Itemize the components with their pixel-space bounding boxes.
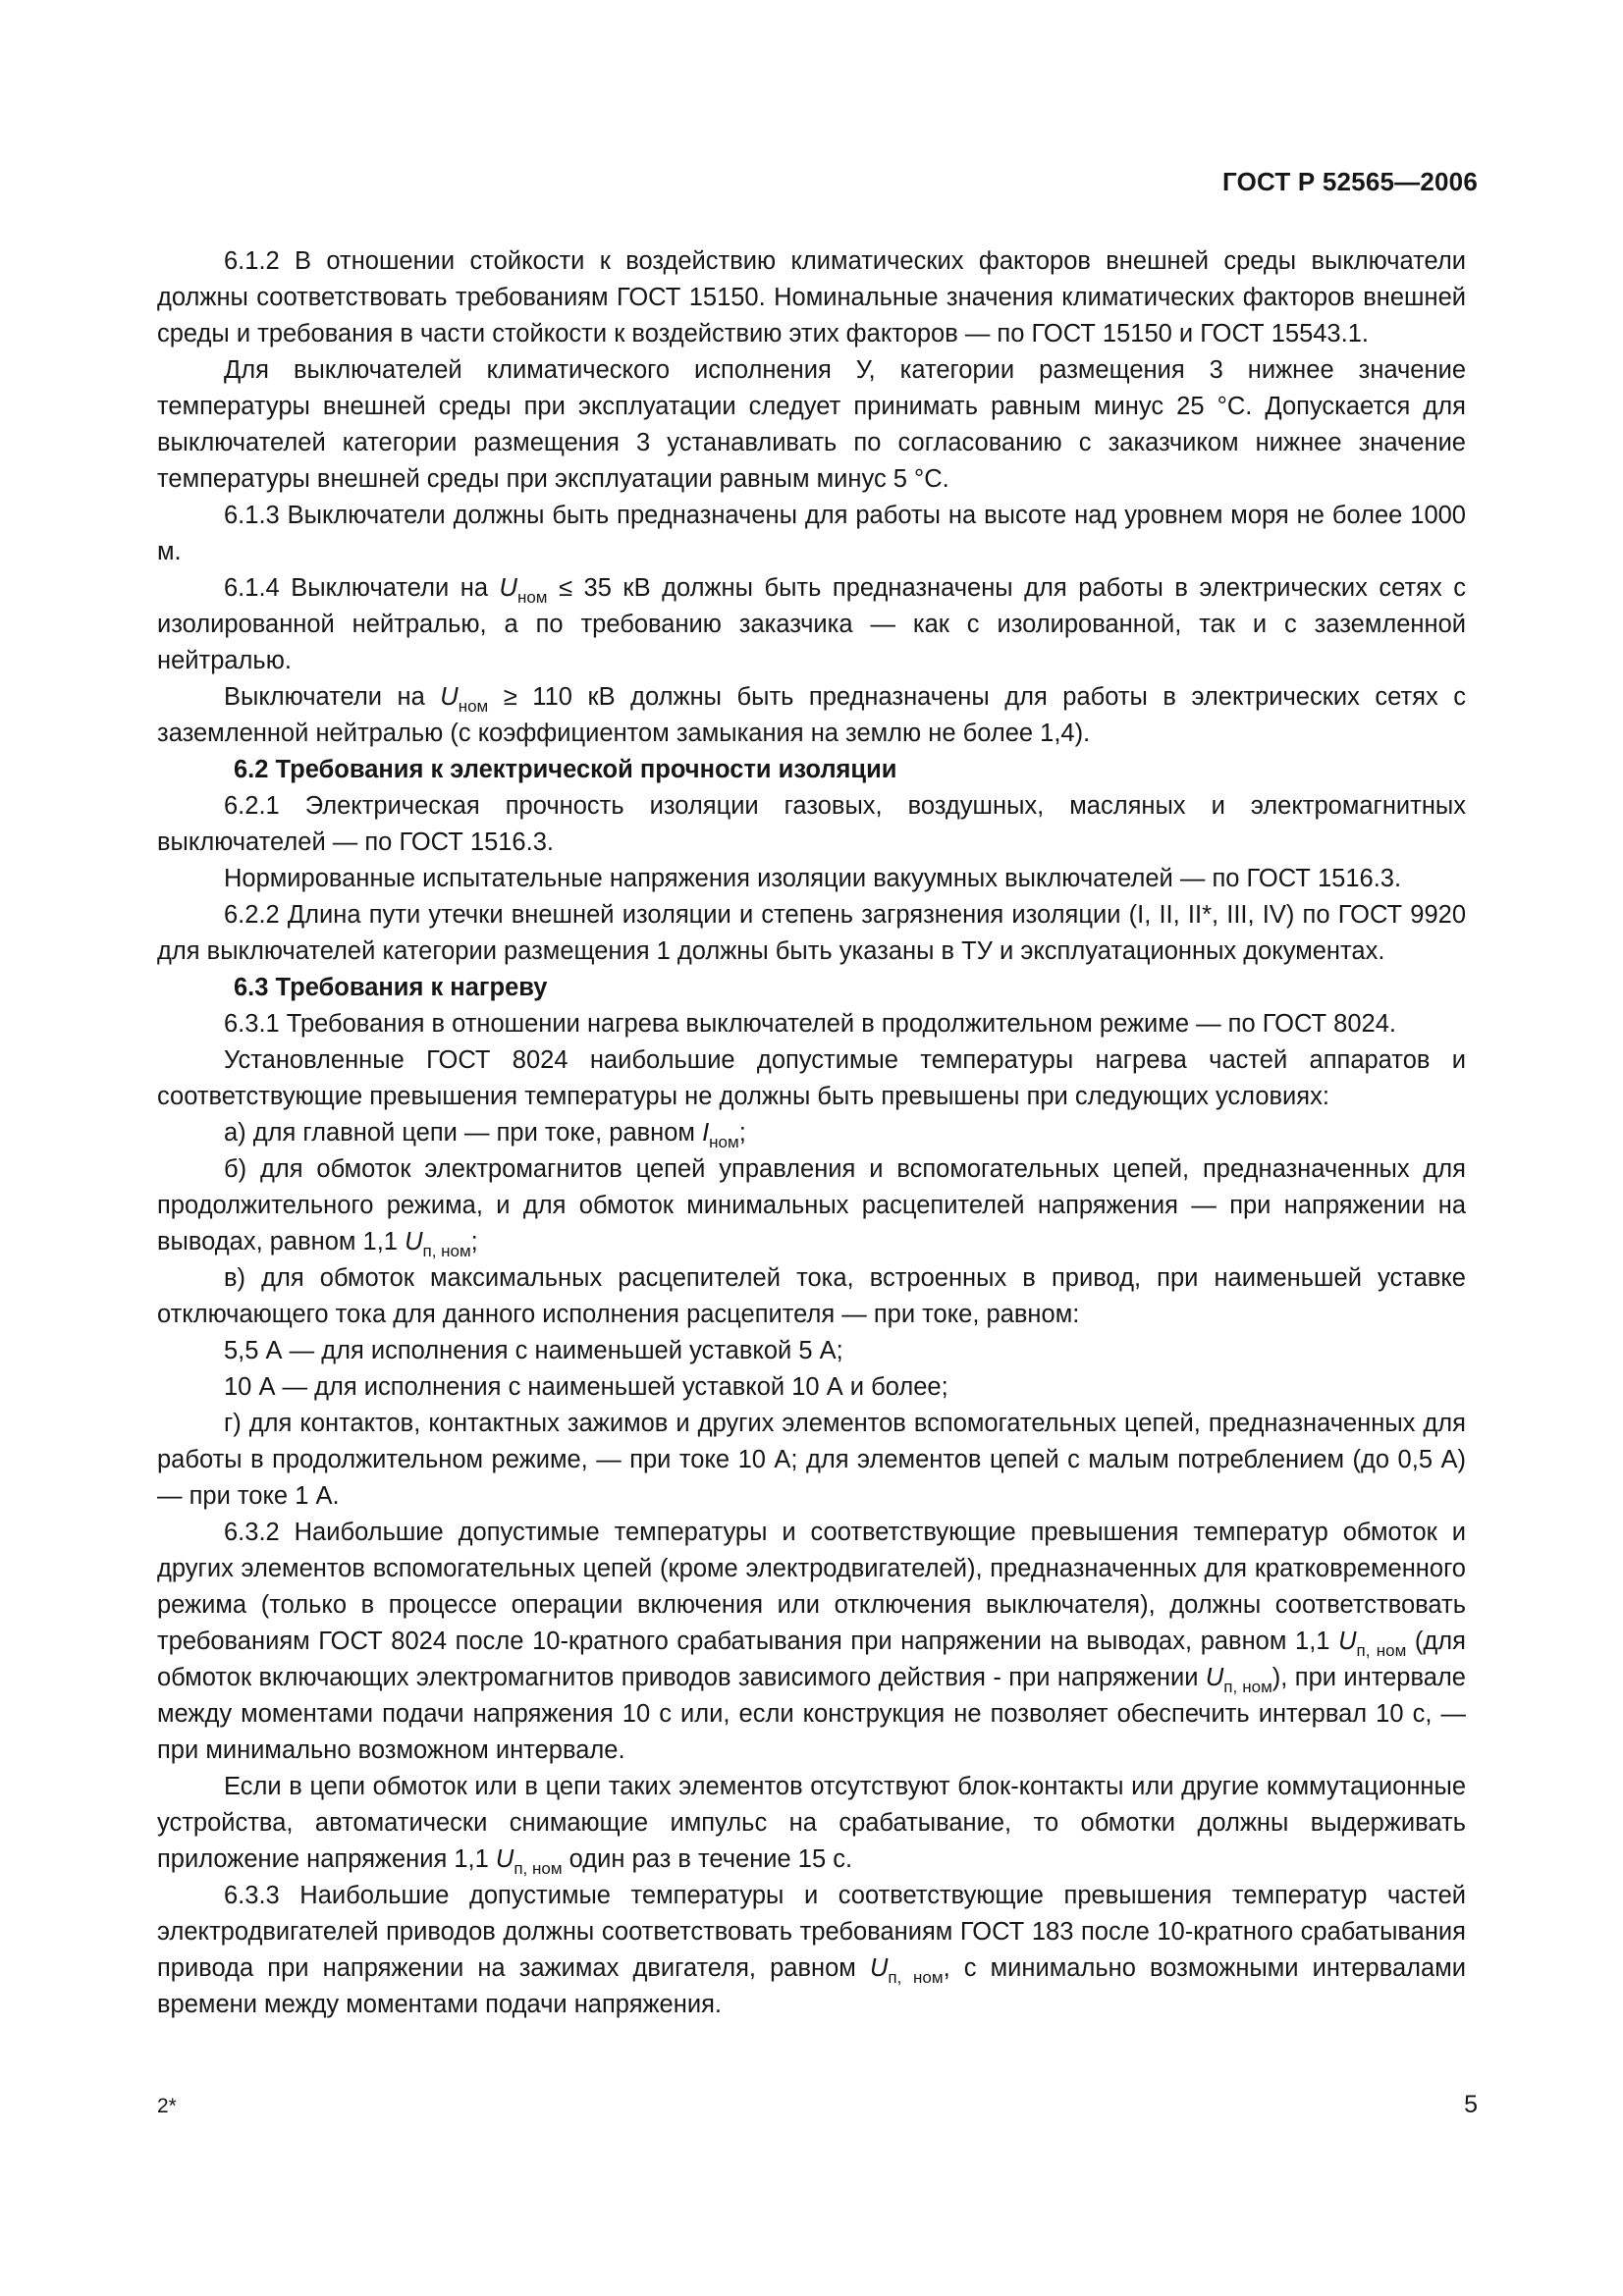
voltage-symbol: U [869, 1954, 889, 1982]
paragraph-vacuum: Нормированные испытательные напряжения изоляции вакуумных выключателей — по ГОСТ 1516.3. [224, 865, 1402, 892]
paragraph-block-contacts: Если в цепи обмоток или в цепи таких элементов отсутствуют блок-контакты или другие коммутационные устройства, автоматически снимающие импульс на срабатывание, то обмотки должны выдерживать приложение напряжения 1,1 $U_{п, ном}$ один раз в течение 15 с. [157, 1773, 1466, 1878]
voltage-symbol: U [495, 1845, 514, 1873]
voltage-symbol: U [440, 683, 459, 711]
voltage-symbol: U [499, 574, 517, 602]
paragraph-6-3-2: 6.3.2 Наибольшие допустимые температуры и соответствующие превышения температур обмоток и других элементов вспомогательных цепей (кроме электродвигателей), предназначенных для кратковременного режима (только в процессе операции включения или отключения выключателя), должны соответствовать требованиям ГОСТ 8024 после 10-кратного срабатывания при напряжении на выводах, равном 1,1 $U_{п, ном}$ (для обмоток включающих электромагнитов приводов зависимого действия - при напряжении $U_{п, ном}$), при интервале между моментами подачи напряжения 10 с или, если конструкция не позволяет обеспечить интервал 10 с, — при минимально возможном интервале. [157, 1519, 1466, 1764]
current-subscript: ном [709, 1133, 739, 1151]
list-item-v: в) для обмоток максимальных расцепителей тока, встроенных в привод, при наименьшей уставке отключающего тока для данного исполнения расцепителя — при токе, равном: [157, 1264, 1466, 1328]
sheet-mark: 2* [157, 2095, 177, 2117]
list-item-g: г) для контактов, контактных зажимов и других элементов вспомогательных цепей, предназначенных для работы в продолжительном режиме, — при токе 10 А; для элементов цепей с малым потреблением (до 0,5 А) — при токе 1 А. [157, 1410, 1466, 1510]
voltage-subscript: п, ном [1223, 1678, 1272, 1696]
voltage-symbol: U [405, 1228, 423, 1255]
paragraph-6-1-2: 6.1.2 В отношении стойкости к воздействию климатических факторов внешней среды выключатели должны соответствовать требованиям ГОСТ 15150. Номинальные значения климатических факторов внешней среды и требования в части стойкости к воздействию этих факторов — по ГОСТ 15150 и ГОСТ 15543.1. [157, 247, 1466, 347]
paragraph-6-1-3: 6.1.3 Выключатели должны быть предназначены для работы на высоте над уровнем моря не более 1000 м. [157, 502, 1466, 565]
voltage-subscript: п, ном [514, 1859, 563, 1878]
section-heading-6-3: 6.3 Требования к нагреву [234, 974, 548, 1001]
list-subitem-10a: 10 А — для исполнения с наименьшей уставкой 10 А и более; [224, 1373, 948, 1401]
paragraph-6-3-3: 6.3.3 Наибольшие допустимые температуры и соответствующие превышения температур частей электродвигателей приводов должны соответствовать требованиям ГОСТ 183 после 10-кратного срабатывания привода при напряжении на зажимах двигателя, равном $U_{п, ном}$, с минимально возможными интервалами времени между моментами подачи напряжения. [157, 1882, 1466, 2018]
voltage-symbol: U [1338, 1628, 1357, 1655]
voltage-subscript: ном [516, 588, 548, 607]
voltage-subscript: п, ном [888, 1968, 944, 1987]
paragraph-6-2-2: 6.2.2 Длина пути утечки внешней изоляции и степень загрязнения изоляции (I, II, II*, III, IV) по ГОСТ 9920 для выключателей категории размещения 1 должны быть указаны в ТУ и эксплуатационных документах. [157, 901, 1466, 965]
voltage-symbol: U [1205, 1664, 1224, 1691]
paragraph-6-1-4: 6.1.4 Выключатели на $U_{ном} \le 35$ кВ должны быть предназначены для работы в электрических сетях с изолированной нейтралью, а по требованию заказчика — как с изолированной, так и с заземленной нейтралью. [157, 574, 1466, 674]
voltage-subscript: п, ном [1356, 1641, 1407, 1660]
paragraph-6-3-1: 6.3.1 Требования в отношении нагрева выключателей в продолжительном режиме — по ГОСТ 8024. [224, 1010, 1396, 1038]
paragraph-6-2-1: 6.2.1 Электрическая прочность изоляции газовых, воздушных, масляных и электромагнитных выключателей — по ГОСТ 1516.3. [157, 792, 1466, 856]
list-item-a: а) для главной цепи — при токе, равном $I_{ном}$; [224, 1119, 746, 1151]
paragraph-climate-temp: Для выключателей климатического исполнения У, категории размещения 3 нижнее значение температуры внешней среды при эксплуатации следует принимать равным минус 25 °С. Допускается для выключателей категории размещения 3 устанавливать по согласованию с заказчиком нижнее значение температуры внешней среды при эксплуатации равным минус 5 °С. [157, 356, 1466, 493]
document-code: ГОСТ Р 52565—2006 [1222, 167, 1478, 196]
list-subitem-5-5a: 5,5 А — для исполнения с наименьшей уставкой 5 А; [224, 1337, 843, 1364]
voltage-subscript: п, ном [422, 1242, 471, 1260]
list-item-b: б) для обмоток электромагнитов цепей управления и вспомогательных цепей, предназначенных для продолжительного режима, и для обмоток минимальных расцепителей напряжения — при напряжении на выводах, равном 1,1 $U_{п, ном}$; [157, 1155, 1466, 1260]
paragraph-gost-8024: Установленные ГОСТ 8024 наибольшие допустимые температуры нагрева частей аппаратов и соответствующие превышения температуры не должны быть превышены при следующих условиях: [157, 1046, 1466, 1110]
document-body [157, 243, 1466, 2023]
current-symbol: I [702, 1119, 710, 1147]
page-number: 5 [1464, 2091, 1478, 2118]
section-heading-6-2: 6.2 Требования к электрической прочности изоляции [234, 756, 897, 783]
voltage-subscript: ном [458, 697, 489, 716]
paragraph-110kv: Выключатели на $U_{ном} \ge 110$ кВ должны быть предназначены для работы в электрических сетях с заземленной нейтралью (с коэффициентом замыкания на землю не более 1,4). [157, 683, 1467, 747]
